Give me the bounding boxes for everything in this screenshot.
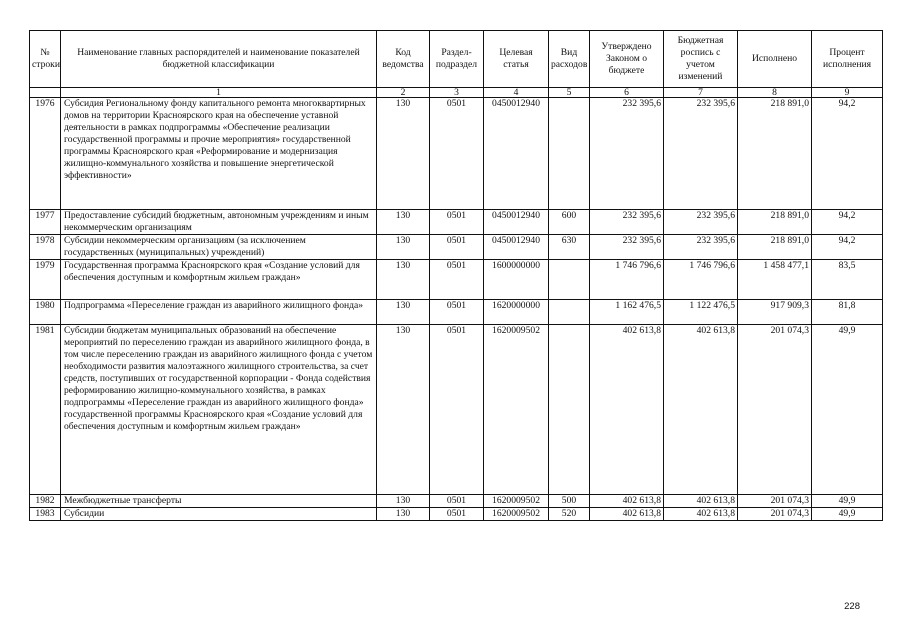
target-code: 1620009502 <box>484 495 549 508</box>
dept-code: 130 <box>377 300 430 325</box>
page-number: 228 <box>844 601 860 612</box>
column-number <box>30 88 61 98</box>
budget-list-amount: 402 613,8 <box>664 495 738 508</box>
approved-amount: 232 395,6 <box>590 210 664 235</box>
row-number: 1976 <box>30 98 61 210</box>
header-target: Целевая статья <box>484 31 549 88</box>
budget-list-amount: 232 395,6 <box>664 235 738 260</box>
percent-executed: 49,9 <box>812 495 883 508</box>
header-approved: Утверждено Законом о бюджете <box>590 31 664 88</box>
column-number: 5 <box>549 88 590 98</box>
dept-code: 130 <box>377 210 430 235</box>
expense-type <box>549 300 590 325</box>
row-description: Субсидия Региональному фонду капитального ремонта многоквартирных домов на территории Красноярского края на обеспечение уставной деятельности в рамках подпрограммы «Обеспечение реализации государственной программы и прочие мероприятия» государственной программы Красноярского края «Реформирование и модернизация жилищно-коммунального хозяйства и повышение энергетической эффективности» <box>61 98 377 210</box>
row-description: Государственная программа Красноярского края «Создание условий для обеспечения доступным и комфортным жильем граждан» <box>61 260 377 300</box>
header-section: Раздел-подраздел <box>430 31 484 88</box>
approved-amount: 232 395,6 <box>590 98 664 210</box>
percent-executed: 83,5 <box>812 260 883 300</box>
row-description: Субсидии некоммерческим организациям (за исключением государственных (муниципальных) учреждений) <box>61 235 377 260</box>
target-code: 1620009502 <box>484 325 549 495</box>
column-number: 8 <box>738 88 812 98</box>
header-row-no: № строки <box>30 31 61 88</box>
expense-type: 500 <box>549 495 590 508</box>
approved-amount: 402 613,8 <box>590 508 664 521</box>
section-code: 0501 <box>430 98 484 210</box>
percent-executed: 94,2 <box>812 235 883 260</box>
row-number: 1977 <box>30 210 61 235</box>
table-row <box>30 300 883 325</box>
column-number: 7 <box>664 88 738 98</box>
column-number: 3 <box>430 88 484 98</box>
executed-amount: 218 891,0 <box>738 210 812 235</box>
row-number: 1980 <box>30 300 61 325</box>
table-row <box>30 495 883 508</box>
table-row <box>30 260 883 300</box>
budget-list-amount: 402 613,8 <box>664 325 738 495</box>
expense-type: 520 <box>549 508 590 521</box>
section-code: 0501 <box>430 260 484 300</box>
row-number: 1978 <box>30 235 61 260</box>
dept-code: 130 <box>377 508 430 521</box>
budget-list-amount: 402 613,8 <box>664 508 738 521</box>
executed-amount: 917 909,3 <box>738 300 812 325</box>
row-number: 1981 <box>30 325 61 495</box>
header-exp-type: Вид расходов <box>549 31 590 88</box>
approved-amount: 402 613,8 <box>590 495 664 508</box>
row-number: 1982 <box>30 495 61 508</box>
target-code: 1600000000 <box>484 260 549 300</box>
expense-type: 600 <box>549 210 590 235</box>
section-code: 0501 <box>430 300 484 325</box>
header-percent: Процент исполнения <box>812 31 883 88</box>
row-number: 1979 <box>30 260 61 300</box>
header-budget-list: Бюджетная роспись с учетом изменений <box>664 31 738 88</box>
executed-amount: 201 074,3 <box>738 325 812 495</box>
header-dept: Код ведомства <box>377 31 430 88</box>
target-code: 1620000000 <box>484 300 549 325</box>
dept-code: 130 <box>377 495 430 508</box>
expense-type <box>549 325 590 495</box>
target-code: 0450012940 <box>484 235 549 260</box>
row-number: 1983 <box>30 508 61 521</box>
row-description: Межбюджетные трансферты <box>61 495 377 508</box>
header-executed: Исполнено <box>738 31 812 88</box>
section-code: 0501 <box>430 325 484 495</box>
column-number-row <box>30 88 883 98</box>
dept-code: 130 <box>377 235 430 260</box>
section-code: 0501 <box>430 508 484 521</box>
dept-code: 130 <box>377 325 430 495</box>
dept-code: 130 <box>377 260 430 300</box>
budget-list-amount: 1 122 476,5 <box>664 300 738 325</box>
row-description: Субсидии бюджетам муниципальных образований на обеспечение мероприятий по переселению граждан из аварийного жилищного фонда, в том числе переселению граждан из аварийного жилищного фонда с учетом необходимости развития малоэтажного жилищного строительства, за счет средств, поступивших от государственной корпорации - Фонда содействия реформированию жилищно-коммунального хозяйства, в рамках подпрограммы «Переселение граждан из аварийного жилищного фонда» государственной программы Красноярского края «Создание условий для обеспечения доступным и комфортным жильем граждан» <box>61 325 377 495</box>
percent-executed: 94,2 <box>812 98 883 210</box>
section-code: 0501 <box>430 210 484 235</box>
target-code: 1620009502 <box>484 508 549 521</box>
approved-amount: 402 613,8 <box>590 325 664 495</box>
section-code: 0501 <box>430 235 484 260</box>
table-row <box>30 98 883 210</box>
budget-table <box>29 30 883 521</box>
approved-amount: 1 746 796,6 <box>590 260 664 300</box>
percent-executed: 49,9 <box>812 325 883 495</box>
row-description: Предоставление субсидий бюджетным, автономным учреждениям и иным некоммерческим организациям <box>61 210 377 235</box>
table-row <box>30 325 883 495</box>
section-code: 0501 <box>430 495 484 508</box>
budget-list-amount: 232 395,6 <box>664 98 738 210</box>
approved-amount: 1 162 476,5 <box>590 300 664 325</box>
column-number: 2 <box>377 88 430 98</box>
executed-amount: 1 458 477,1 <box>738 260 812 300</box>
executed-amount: 201 074,3 <box>738 508 812 521</box>
column-number: 1 <box>61 88 377 98</box>
header-name: Наименование главных распорядителей и наименование показателей бюджетной классификации <box>61 31 377 88</box>
table-row <box>30 235 883 260</box>
executed-amount: 218 891,0 <box>738 235 812 260</box>
column-number: 4 <box>484 88 549 98</box>
executed-amount: 201 074,3 <box>738 495 812 508</box>
percent-executed: 49,9 <box>812 508 883 521</box>
target-code: 0450012940 <box>484 210 549 235</box>
column-number: 9 <box>812 88 883 98</box>
column-number: 6 <box>590 88 664 98</box>
row-description: Субсидии <box>61 508 377 521</box>
target-code: 0450012940 <box>484 98 549 210</box>
budget-list-amount: 232 395,6 <box>664 210 738 235</box>
row-description: Подпрограмма «Переселение граждан из аварийного жилищного фонда» <box>61 300 377 325</box>
executed-amount: 218 891,0 <box>738 98 812 210</box>
expense-type: 630 <box>549 235 590 260</box>
header-row <box>30 31 883 88</box>
percent-executed: 94,2 <box>812 210 883 235</box>
approved-amount: 232 395,6 <box>590 235 664 260</box>
percent-executed: 81,8 <box>812 300 883 325</box>
table-row <box>30 508 883 521</box>
budget-list-amount: 1 746 796,6 <box>664 260 738 300</box>
dept-code: 130 <box>377 98 430 210</box>
expense-type <box>549 98 590 210</box>
table-row <box>30 210 883 235</box>
expense-type <box>549 260 590 300</box>
